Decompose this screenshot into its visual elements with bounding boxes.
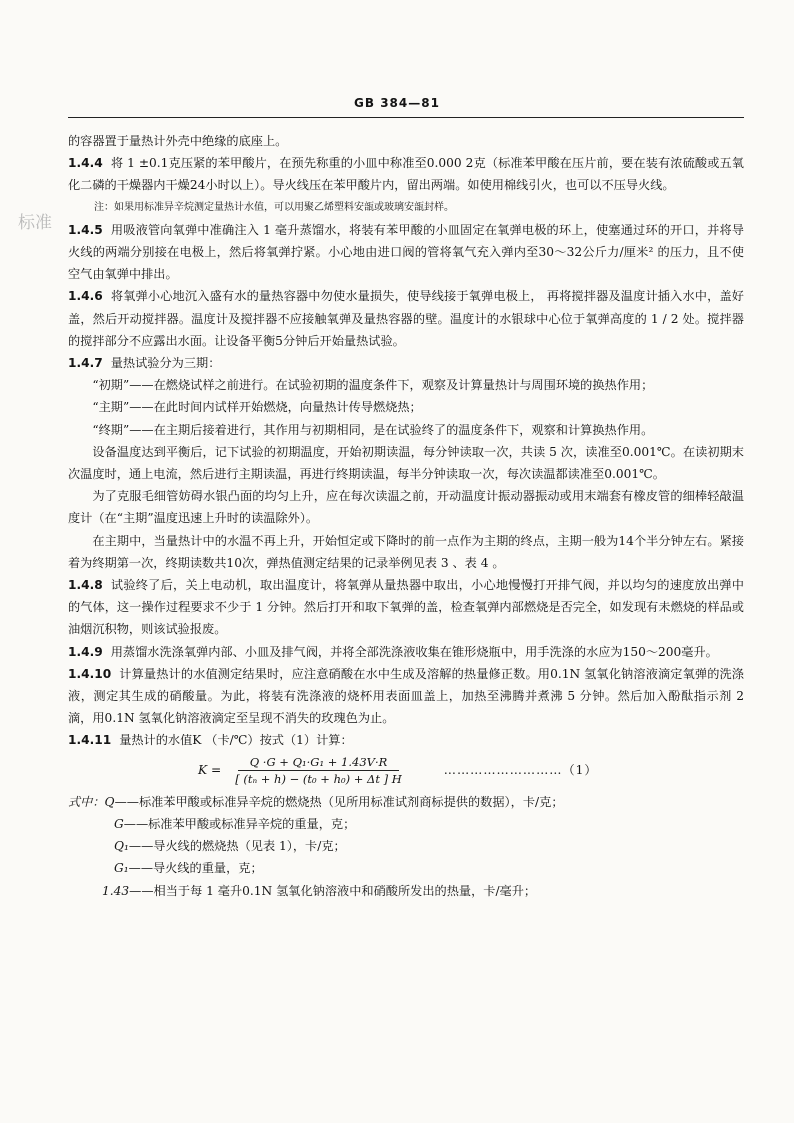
- section-text: 量热计的水值K （卡/℃）按式（1）计算：: [119, 733, 353, 748]
- definition-symbol: G₁: [114, 861, 129, 876]
- definition-text: ——导火线的重量，克；: [128, 861, 263, 876]
- formula-lhs: K =: [198, 763, 222, 778]
- section-1-4-7: [68, 352, 744, 374]
- section-1-4-10: [68, 663, 744, 730]
- definition-item: [68, 813, 744, 835]
- section-number: 1.4.11: [68, 733, 112, 748]
- formula-fraction: [229, 754, 408, 787]
- definition-text: ——导火线的燃烧热（见表 1），卡/克；: [128, 839, 346, 854]
- section-text: 将 1 ±0.1克压紧的苯甲酸片，在预先称重的小皿中称准至0.000 2克（标准苯甲酸在压片前，要在装有浓硫酸或五氧化二磷的干燥器内干燥24小时以上）。导火线压在苯甲酸片内，留出两端。如使用棉线引火，也可以不压导火线。: [68, 156, 744, 193]
- formula-number: ………………………（1）: [443, 763, 598, 778]
- header-rule: [68, 117, 744, 118]
- section-number: 1.4.6: [68, 289, 103, 304]
- section-text: 将氧弹小心地沉入盛有水的量热容器中勿使水量损失，使导线接于氧弹电极上， 再将搅拌器及温度计插入水中，盖好盖，然后开动搅拌器。温度计及搅拌器不应接触氧弹及量热容器的壁。温度计的水银球中心位于氧弹高度的 1 / 2 处。搅拌器的搅拌部分不应露出水面。让设备平衡5分钟后开始量热试验。: [68, 289, 744, 348]
- section-text: 量热试验分为三期：: [110, 356, 221, 371]
- definition-symbol: Q₁: [114, 839, 129, 854]
- section-1-4-6: [68, 285, 744, 352]
- definition-symbol: 1.43: [102, 883, 130, 898]
- note: 注：如果用标准异辛烷测定量热计水值，可以用聚乙烯塑料安瓿或玻璃安瓿封样。: [94, 201, 454, 213]
- section-number: 1.4.5: [68, 222, 103, 237]
- paragraph-continuation: 的容器置于量热计外壳中绝缘的底座上。: [68, 134, 288, 148]
- watermark: 标准: [18, 213, 52, 233]
- paragraph-main-endpoint: 在主期中，当量热计中的水温不再上升，开始恒定或下降时的前一点作为主期的终点，主期一般为14个半分钟左右。紧接着为终期第一次，终期读数共10次，弹热值测定结果的记录举例见表 3 、表 4 。: [68, 533, 744, 570]
- section-text: 试验终了后，关上电动机，取出温度计，将氧弹从量热器中取出，小心地慢慢打开排气阀，并以均匀的速度放出弹中的气体，这一操作过程要求不少于 1 分钟。然后打开和取下氧弹的盖，检查氧弹内部燃烧是否完全，如发现有未燃烧的样品或油烟沉积物，则该试验报废。: [68, 578, 744, 637]
- document-body: [68, 130, 744, 902]
- paragraph-capillary: 为了克服毛细管妨碍水银凸面的均匀上升，应在每次读温之前，开动温度计振动器振动或用末端套有橡皮管的细棒轻敲温度计（在“主期”温度迅速上升时的读温除外）。: [68, 489, 744, 526]
- paragraph-initial-period: “初期”——在燃烧试样之前进行。在试验初期的温度条件下，观察及计算量热计与周围环境的换热作用；: [92, 378, 654, 393]
- definition-item: [68, 835, 744, 857]
- section-1-4-5: [68, 219, 744, 286]
- definition-text: ——相当于每 1 毫升0.1N 氢氧化钠溶液中和硝酸所发出的热量，卡/毫升；: [129, 883, 537, 898]
- formula-numerator: Q ·G + Q₁·G₁ + 1.43V·R: [238, 754, 400, 771]
- definition-item: [68, 880, 744, 902]
- section-text: 计算量热计的水值测定结果时，应注意硝酸在水中生成及溶解的热量修正数。用0.1N 氢氧化钠溶液滴定氧弹的洗涤液，测定其生成的硝酸量。为此，将装有洗涤液的烧杯用表面皿盖上，加热至沸腾并煮沸 5 分钟。然后加入酚酞指示剂 2 滴，用0.1N 氢氧化钠溶液滴定至呈现不消失的玫瑰色为止。: [68, 666, 744, 726]
- definition-symbol: 式中：Q: [68, 794, 115, 809]
- definition-text: ——标准苯甲酸或标准异辛烷的重量，克；: [123, 816, 356, 831]
- definition-symbol: G: [114, 816, 124, 831]
- definition-item: [68, 791, 744, 813]
- formula-1: [68, 754, 744, 787]
- section-number: 1.4.4: [68, 156, 103, 171]
- paragraph-equilibrium: 设备温度达到平衡后，记下试验的初期温度，开始初期读温，每分钟读取一次，共读 5 次，读准至0.001℃。在读初期末次温度时，通上电流，然后进行主期读温，再进行终期读温，每半分钟读取一次，每次读温都读准至0.001℃。: [68, 444, 744, 482]
- paragraph-final-period: “终期”——在主期后接着进行，其作用与初期相同，是在试验终了的温度条件下，观察和计算换热作用。: [92, 422, 654, 437]
- section-1-4-9: [68, 641, 744, 663]
- definition-list: [68, 791, 744, 902]
- section-number: 1.4.7: [68, 356, 103, 371]
- section-1-4-4: [68, 152, 744, 196]
- section-1-4-8: [68, 574, 744, 641]
- section-number: 1.4.8: [68, 578, 103, 593]
- paragraph-main-period: “主期”——在此时间内试样开始燃烧，向量热计传导燃烧热；: [92, 400, 422, 415]
- formula-denominator: [ (tₙ + h) − (t₀ + h₀) + Δt ] H: [235, 771, 402, 786]
- page-header: GB 384—81: [354, 96, 440, 110]
- section-number: 1.4.10: [68, 666, 112, 681]
- definition-text: ——标准苯甲酸或标准异辛烷的燃烧热（见所用标准试剂商标提供的数据），卡/克；: [114, 794, 564, 809]
- definition-item: [68, 857, 744, 879]
- section-1-4-11: [68, 729, 744, 751]
- section-number: 1.4.9: [68, 644, 103, 659]
- section-text: 用吸液管向氧弹中准确注入 1 毫升蒸馏水，将装有苯甲酸的小皿固定在氧弹电极的环上，使塞通过环的开口，并将导火线的两端分别接在电极上，然后将氧弹拧紧。小心地由进口阀的管将氧气充入弹内至30～32公斤力/厘米² 的压力，且不使空气由氧弹中排出。: [68, 222, 744, 282]
- section-text: 用蒸馏水洗涤氧弹内部、小皿及排气阀，并将全部洗涤液收集在锥形烧瓶中，用手洗涤的水应为150～200毫升。: [110, 644, 718, 659]
